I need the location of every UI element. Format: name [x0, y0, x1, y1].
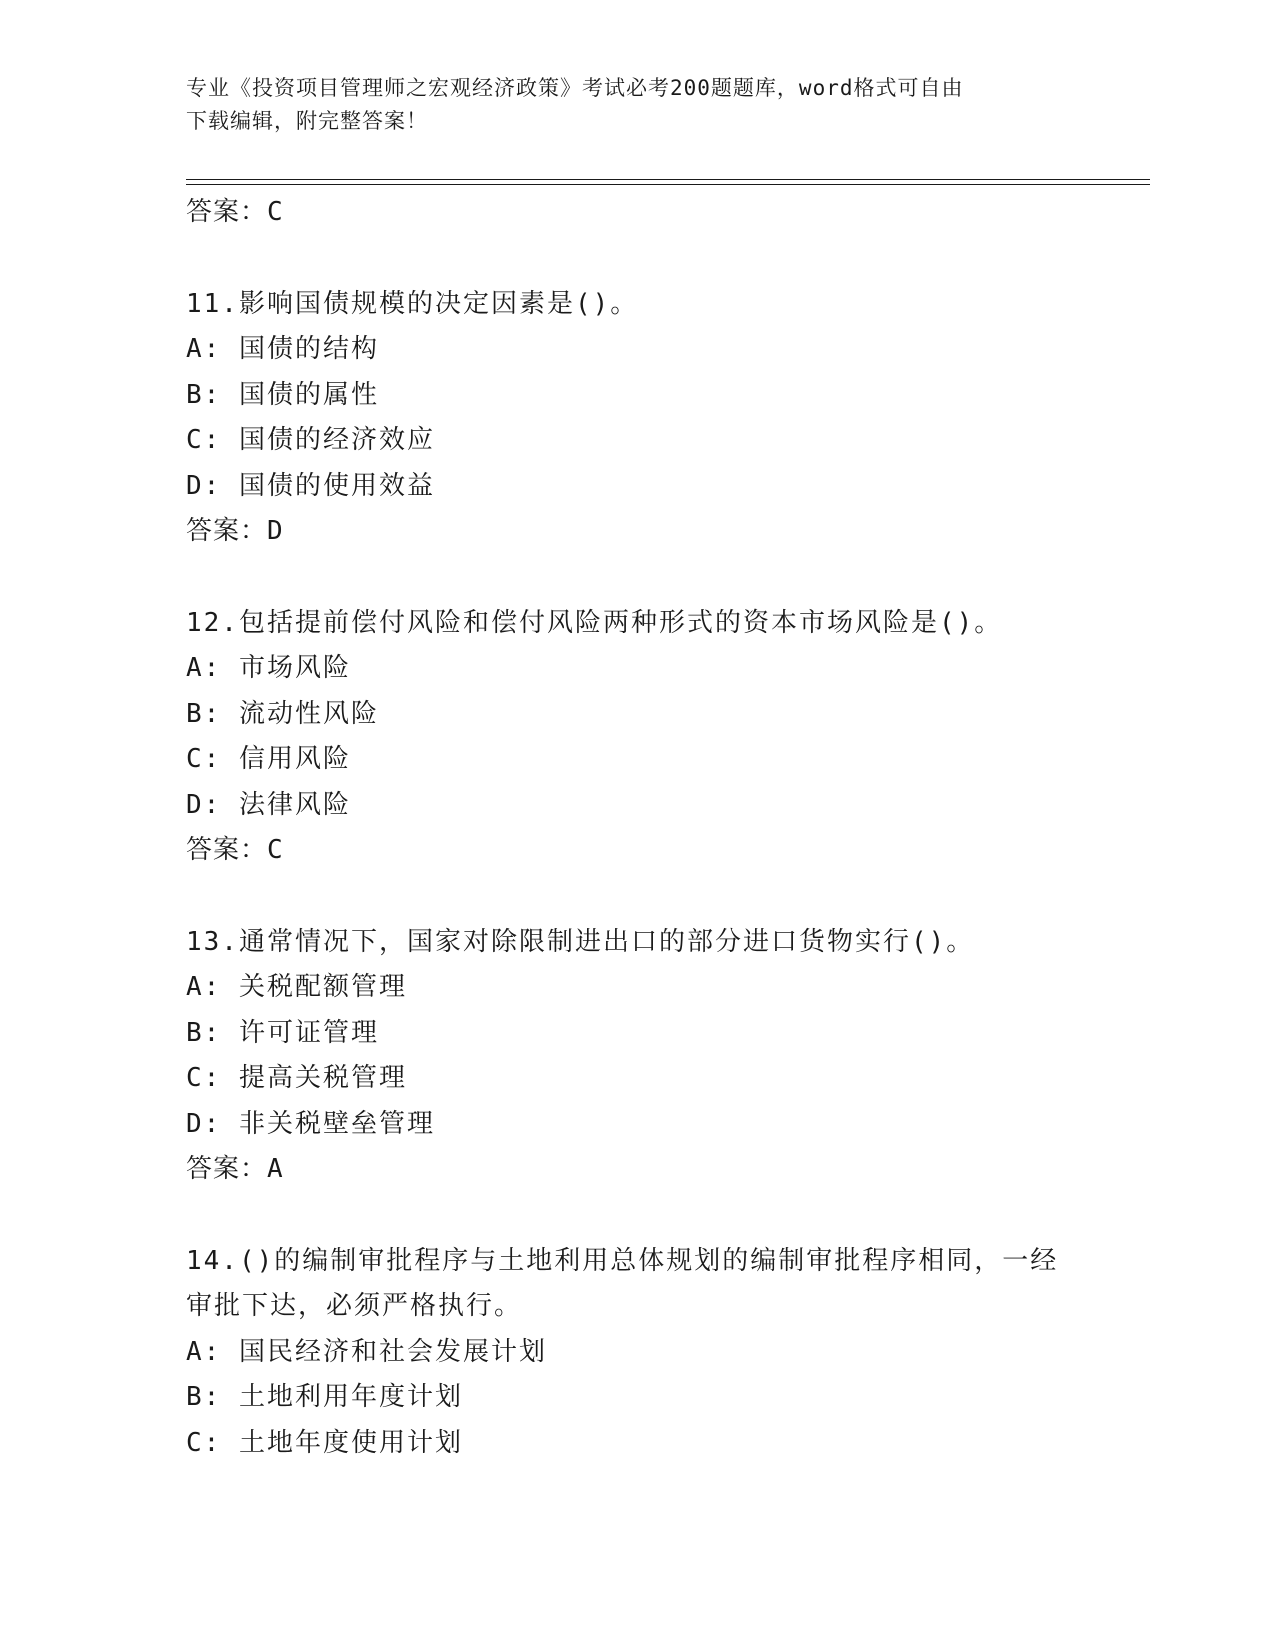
question-stem: 11.影响国债规模的决定因素是()。 [186, 288, 639, 319]
option-d: D: 法律风险 [186, 789, 351, 820]
option-a: A: 国债的结构 [186, 334, 379, 364]
answer: 答案：C [186, 835, 284, 865]
question-stem: 12.包括提前偿付风险和偿付风险两种形式的资本市场风险是()。 [186, 607, 1003, 638]
document-header [186, 72, 1066, 138]
question-11 [186, 282, 1086, 555]
header-divider-bottom [186, 184, 1150, 185]
option-b: B: 国债的属性 [186, 379, 379, 410]
answer: 答案：D [186, 516, 284, 546]
answer-previous: 答案：C [186, 197, 284, 227]
question-list [186, 190, 1086, 1466]
option-a: A: 市场风险 [186, 653, 351, 683]
option-d: D: 国债的使用效益 [186, 470, 435, 501]
spacer [186, 874, 1086, 920]
spacer [186, 555, 1086, 601]
question-14 [186, 1239, 1086, 1467]
option-a: A: 关税配额管理 [186, 972, 407, 1002]
question-stem-line-1: 14.()的编制审批程序与土地利用总体规划的编制审批程序相同，一经 [186, 1245, 1059, 1276]
spacer [186, 236, 1086, 282]
answer: 答案：A [186, 1154, 284, 1184]
question-stem-line-2: 审批下达，必须严格执行。 [186, 1291, 523, 1321]
option-b: B: 土地利用年度计划 [186, 1382, 463, 1412]
option-c: C: 土地年度使用计划 [186, 1427, 463, 1458]
question-12 [186, 601, 1086, 874]
header-line-2: 下载编辑，附完整答案！ [186, 109, 428, 133]
question-13 [186, 920, 1086, 1193]
option-c: C: 信用风险 [186, 744, 351, 774]
option-b: B: 流动性风险 [186, 698, 379, 729]
spacer [186, 1193, 1086, 1239]
option-c: C: 国债的经济效应 [186, 425, 435, 455]
option-d: D: 非关税壁垒管理 [186, 1108, 435, 1139]
header-line-1: 专业《投资项目管理师之宏观经济政策》考试必考200题题库，word格式可自由 [186, 76, 964, 100]
header-divider-top [186, 179, 1150, 180]
option-c: C: 提高关税管理 [186, 1063, 407, 1093]
question-stem: 13.通常情况下，国家对除限制进出口的部分进口货物实行()。 [186, 926, 975, 957]
option-b: B: 许可证管理 [186, 1017, 379, 1048]
option-a: A: 国民经济和社会发展计划 [186, 1336, 547, 1367]
